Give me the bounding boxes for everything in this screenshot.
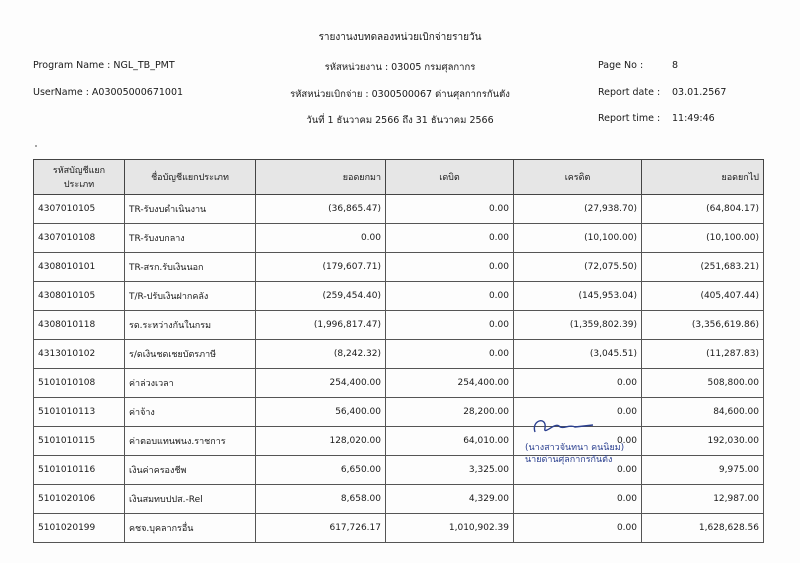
cell-opening-balance: (259,454.40) — [256, 282, 386, 311]
cell-credit: (145,953.04) — [514, 282, 642, 311]
cell-account-code: 5101010113 — [34, 398, 125, 427]
col-header-closing-balance: ยอดยกไป — [642, 160, 764, 195]
table-row — [34, 195, 764, 224]
col-header-account-code: รหัสบัญชีแยกประเภท — [34, 160, 125, 195]
table-row — [34, 253, 764, 282]
cell-account-name: ร/ดเงินชดเชยบัตรภาษี — [125, 340, 256, 369]
report-time-value: 11:49:46 — [672, 113, 715, 124]
cell-account-name: TR-รับงบกลาง — [125, 224, 256, 253]
page-no-label: Page No : — [598, 60, 644, 71]
cell-credit: 0.00 — [514, 427, 642, 456]
signer-name: (นางสาวจันทนา คนนิยม) — [525, 443, 625, 453]
cell-closing-balance: (10,100.00) — [642, 224, 764, 253]
cell-account-name: เงินค่าครองชีพ — [125, 456, 256, 485]
cell-debit: 0.00 — [386, 340, 514, 369]
cell-account-name: ค่าจ้าง — [125, 398, 256, 427]
cell-debit: 0.00 — [386, 195, 514, 224]
table-row — [34, 369, 764, 398]
cell-debit: 1,010,902.39 — [386, 514, 514, 543]
cell-debit: 0.00 — [386, 282, 514, 311]
disbursing-unit: รหัสหน่วยเบิกจ่าย : 0300500067 ด่านศุลกากรกันตัง — [290, 89, 510, 100]
cell-debit: 64,010.00 — [386, 427, 514, 456]
table-row — [34, 311, 764, 340]
agency-code: รหัสหน่วยงาน : 03005 กรมศุลกากร — [324, 62, 476, 73]
table-header-row — [34, 160, 764, 195]
cell-account-code: 5101020106 — [34, 485, 125, 514]
col-header-debit: เดบิต — [386, 160, 514, 195]
cell-account-code: 5101010116 — [34, 456, 125, 485]
cell-credit: 0.00 — [514, 369, 642, 398]
cell-debit: 4,329.00 — [386, 485, 514, 514]
cell-closing-balance: 508,800.00 — [642, 369, 764, 398]
cell-credit: 0.00 — [514, 398, 642, 427]
cell-account-code: 5101010115 — [34, 427, 125, 456]
cell-credit: (10,100.00) — [514, 224, 642, 253]
cell-account-name: ค่าตอบแทนพนง.ราชการ — [125, 427, 256, 456]
cell-account-name: TR-สรก.รับเงินนอก — [125, 253, 256, 282]
cell-debit: 28,200.00 — [386, 398, 514, 427]
table-row — [34, 514, 764, 543]
cell-account-name: คชจ.บุคลากรอื่น — [125, 514, 256, 543]
report-title: รายงานงบทดลองหน่วยเบิกจ่ายรายวัน — [318, 32, 482, 43]
cell-debit: 3,325.00 — [386, 456, 514, 485]
cell-account-code: 5101020199 — [34, 514, 125, 543]
cell-closing-balance: (3,356,619.86) — [642, 311, 764, 340]
cell-debit: 0.00 — [386, 253, 514, 282]
cell-credit: (1,359,802.39) — [514, 311, 642, 340]
cell-credit: 0.00 — [514, 456, 642, 485]
cell-opening-balance: 6,650.00 — [256, 456, 386, 485]
col-header-account-name: ชื่อบัญชีแยกประเภท — [125, 160, 256, 195]
cell-account-name: รด.ระหว่างกันในกรม — [125, 311, 256, 340]
cell-opening-balance: 56,400.00 — [256, 398, 386, 427]
cell-account-name: ค่าล่วงเวลา — [125, 369, 256, 398]
cell-opening-balance: 0.00 — [256, 224, 386, 253]
cell-closing-balance: (11,287.83) — [642, 340, 764, 369]
cell-debit: 0.00 — [386, 311, 514, 340]
cell-account-name: เงินสมทบปปส.-Rel — [125, 485, 256, 514]
cell-account-code: 4307010108 — [34, 224, 125, 253]
table-row — [34, 224, 764, 253]
cell-closing-balance: 12,987.00 — [642, 485, 764, 514]
cell-closing-balance: 9,975.00 — [642, 456, 764, 485]
cell-account-code: 4313010102 — [34, 340, 125, 369]
cell-credit: (72,075.50) — [514, 253, 642, 282]
page-no-value: 8 — [672, 60, 679, 71]
col-header-opening-balance: ยอดยกมา — [256, 160, 386, 195]
cell-closing-balance: (405,407.44) — [642, 282, 764, 311]
cell-closing-balance: (251,683.21) — [642, 253, 764, 282]
cell-account-code: 4308010105 — [34, 282, 125, 311]
cell-debit: 0.00 — [386, 224, 514, 253]
table-row — [34, 456, 764, 485]
scan-dot — [35, 145, 37, 147]
cell-opening-balance: (8,242.32) — [256, 340, 386, 369]
table-row — [34, 485, 764, 514]
cell-account-code: 4308010101 — [34, 253, 125, 282]
cell-opening-balance: 128,020.00 — [256, 427, 386, 456]
table-row — [34, 398, 764, 427]
cell-account-name: T/R-ปรับเงินฝากคลัง — [125, 282, 256, 311]
table-row — [34, 427, 764, 456]
cell-account-code: 5101010108 — [34, 369, 125, 398]
report-period: วันที่ 1 ธันวาคม 2566 ถึง 31 ธันวาคม 2566 — [306, 115, 494, 126]
report-date-label: Report date : — [598, 87, 661, 98]
cell-credit: (3,045.51) — [514, 340, 642, 369]
cell-credit: 0.00 — [514, 485, 642, 514]
table-row — [34, 282, 764, 311]
col-header-credit: เครดิต — [514, 160, 642, 195]
cell-account-name: TR-รับงบดำเนินงาน — [125, 195, 256, 224]
cell-debit: 254,400.00 — [386, 369, 514, 398]
cell-opening-balance: 617,726.17 — [256, 514, 386, 543]
cell-credit: (27,938.70) — [514, 195, 642, 224]
cell-opening-balance: 8,658.00 — [256, 485, 386, 514]
cell-opening-balance: (1,996,817.47) — [256, 311, 386, 340]
cell-opening-balance: (179,607.71) — [256, 253, 386, 282]
cell-account-code: 4307010105 — [34, 195, 125, 224]
cell-closing-balance: (64,804.17) — [642, 195, 764, 224]
signer-position: นายด่านศุลกากรกันตัง — [525, 455, 613, 465]
trial-balance-table — [33, 159, 764, 543]
username: UserName : A03005000671001 — [33, 87, 184, 98]
cell-opening-balance: 254,400.00 — [256, 369, 386, 398]
table-row — [34, 340, 764, 369]
cell-closing-balance: 84,600.00 — [642, 398, 764, 427]
cell-credit: 0.00 — [514, 514, 642, 543]
report-time-label: Report time : — [598, 113, 661, 124]
cell-opening-balance: (36,865.47) — [256, 195, 386, 224]
program-name: Program Name : NGL_TB_PMT — [33, 60, 175, 71]
cell-account-code: 4308010118 — [34, 311, 125, 340]
cell-closing-balance: 192,030.00 — [642, 427, 764, 456]
cell-closing-balance: 1,628,628.56 — [642, 514, 764, 543]
report-date-value: 03.01.2567 — [672, 87, 727, 98]
